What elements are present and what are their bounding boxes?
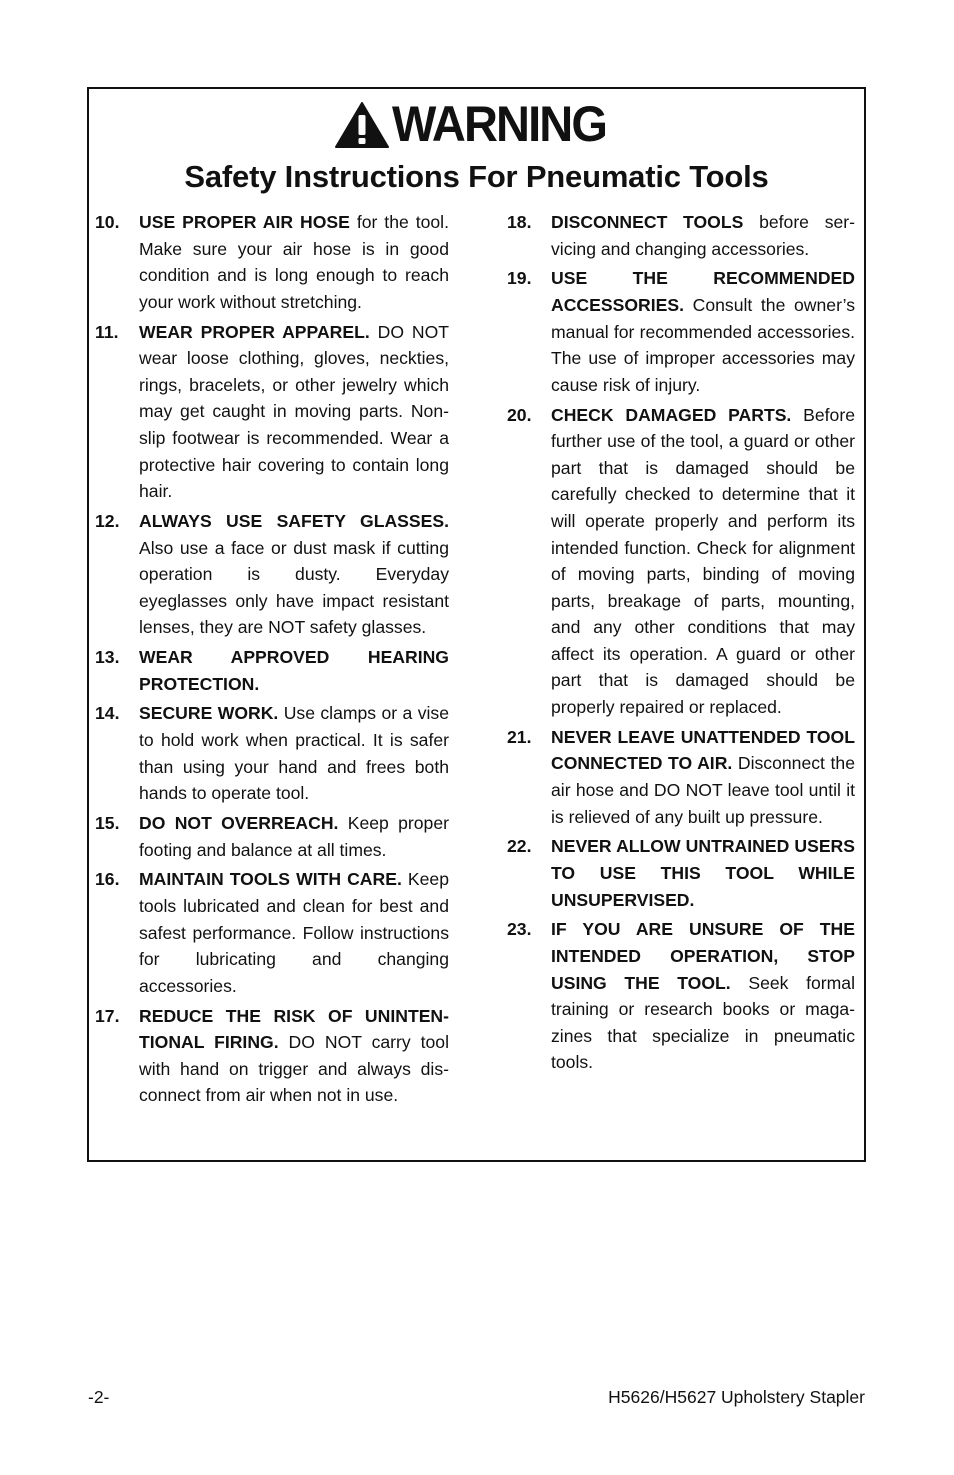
model-name: H5626/H5627 Upholstery Stapler — [608, 1387, 865, 1407]
item-text — [551, 209, 855, 262]
item-number: 19. — [507, 268, 532, 289]
list-item — [507, 402, 855, 721]
item-heading: NEVER LEAVE UNATTENDED TOOL CONNECTED TO AIR. — [551, 726, 855, 774]
item-number: 21. — [507, 726, 532, 747]
item-text — [139, 319, 449, 505]
item-number: 12. — [95, 510, 120, 531]
item-text — [139, 810, 449, 863]
list-item — [95, 644, 449, 697]
item-heading: ALWAYS USE SAFETY GLASSES. — [139, 510, 449, 531]
right-column — [507, 209, 855, 1079]
item-number: 15. — [95, 813, 120, 833]
warning-line — [89, 93, 864, 155]
item-number: 14. — [95, 703, 120, 724]
list-item — [95, 209, 449, 315]
item-heading: MAINTAIN TOOLS WITH CARE. — [139, 869, 402, 890]
item-number: 22. — [507, 836, 532, 857]
item-body: Seek formal training or research books or magazines that specialize in pneumatic tools. — [551, 972, 855, 1073]
warning-header — [89, 93, 864, 192]
item-number: 11. — [95, 321, 119, 342]
list-item — [95, 810, 449, 863]
item-heading: REDUCE THE RISK OF UNINTENTIONAL FIRING. — [139, 1005, 449, 1053]
item-text — [139, 700, 449, 806]
list-item — [507, 265, 855, 398]
item-heading: USE THE RECOMMENDED ACCESSORIES. — [551, 268, 855, 315]
item-number: 13. — [95, 647, 120, 668]
list-item — [507, 833, 855, 913]
item-heading: WEAR PROPER APPAREL. — [139, 321, 370, 342]
item-heading: DO NOT OVERREACH. — [139, 813, 339, 833]
item-body: DO NOT wear loose clothing, gloves, neckties, rings, bracelets, or other jewelry which may get caught in moving parts. Non-slip footwear is recommended. Wear a protective hair covering to contain long hair. — [139, 321, 449, 502]
item-body: Also use a face or dust mask if cutting operation is dusty. Everyday eyeglasses only have impact resistant lenses, they are NOT safety glasses. — [139, 537, 449, 638]
list-item — [95, 700, 449, 806]
item-heading: DISCONNECT TOOLS — [551, 212, 744, 232]
item-number: 16. — [95, 869, 120, 890]
item-body: Keep tools lubricated and clean for best and safest performance. Follow instructions for lubricating and changing accessories. — [139, 869, 449, 996]
page-number: -2- — [88, 1387, 110, 1407]
list-item — [95, 508, 449, 641]
item-number: 10. — [95, 212, 120, 232]
list-item — [95, 866, 449, 999]
item-body: for the tool. Make sure your air hose is in good condition and is long enough to reach your work without stretching. — [139, 212, 449, 312]
warning-label: WARNING — [391, 96, 606, 152]
warning-box — [87, 87, 866, 1162]
item-text — [551, 402, 855, 721]
item-text — [139, 644, 449, 697]
item-body: Before further use of the tool, a guard or other part that is damaged should be carefully checked to determine that it will operate properly and perform its intended function. Check for alignment of moving parts, binding of moving parts, breakage of parts, mounting, and any other conditions that may affect its operation. A guard or other part that is damaged should be properly repaired or replaced. — [551, 404, 855, 718]
list-item — [507, 209, 855, 262]
page-title: Safety Instructions For Pneumatic Tools — [184, 159, 769, 194]
item-heading: CHECK DAMAGED PARTS. — [551, 404, 792, 425]
item-heading: SECURE WORK. — [139, 703, 279, 724]
item-text — [139, 508, 449, 641]
item-body: Use clamps or a vise to hold work when practical. It is safer than using your hand and frees both hands to operate tool. — [139, 703, 449, 804]
item-heading: WEAR APPROVED HEARING PROTECTION. — [139, 647, 449, 694]
item-heading: IF YOU ARE UNSURE OF THE INTENDED OPERATION, STOP USING THE TOOL. — [551, 919, 855, 993]
item-heading: USE PROPER AIR HOSE — [139, 212, 350, 232]
item-text — [551, 265, 855, 398]
item-number: 23. — [507, 919, 532, 940]
item-text — [139, 866, 449, 999]
item-number: 18. — [507, 212, 532, 232]
item-number: 17. — [95, 1005, 120, 1026]
item-body: Consult the owner’s manual for recommended accessories. The use of improper accessories may cause risk of injury. — [551, 294, 855, 395]
item-body: before servicing and changing accessories. — [551, 212, 855, 259]
item-text — [551, 916, 855, 1076]
item-heading: NEVER ALLOW UNTRAINED USERS TO USE THIS TOOL WHILE UNSUPERVISED. — [551, 836, 855, 910]
item-body: Disconnect the air hose and DO NOT leave tool until it is relieved of any built up pressure. — [551, 753, 855, 827]
item-body: Keep proper footing and balance at all times. — [139, 813, 449, 860]
item-body: DO NOT carry tool with hand on trigger and always disconnect from air when not in use. — [139, 1032, 449, 1106]
left-column — [95, 209, 449, 1112]
item-text — [139, 209, 449, 315]
item-number: 20. — [507, 404, 532, 425]
list-item — [507, 916, 855, 1076]
list-item — [507, 724, 855, 830]
warning-triangle-icon — [334, 101, 390, 149]
list-item — [95, 319, 449, 505]
list-item — [95, 1003, 449, 1109]
item-text — [551, 833, 855, 913]
item-text — [139, 1003, 449, 1109]
item-text — [551, 724, 855, 830]
